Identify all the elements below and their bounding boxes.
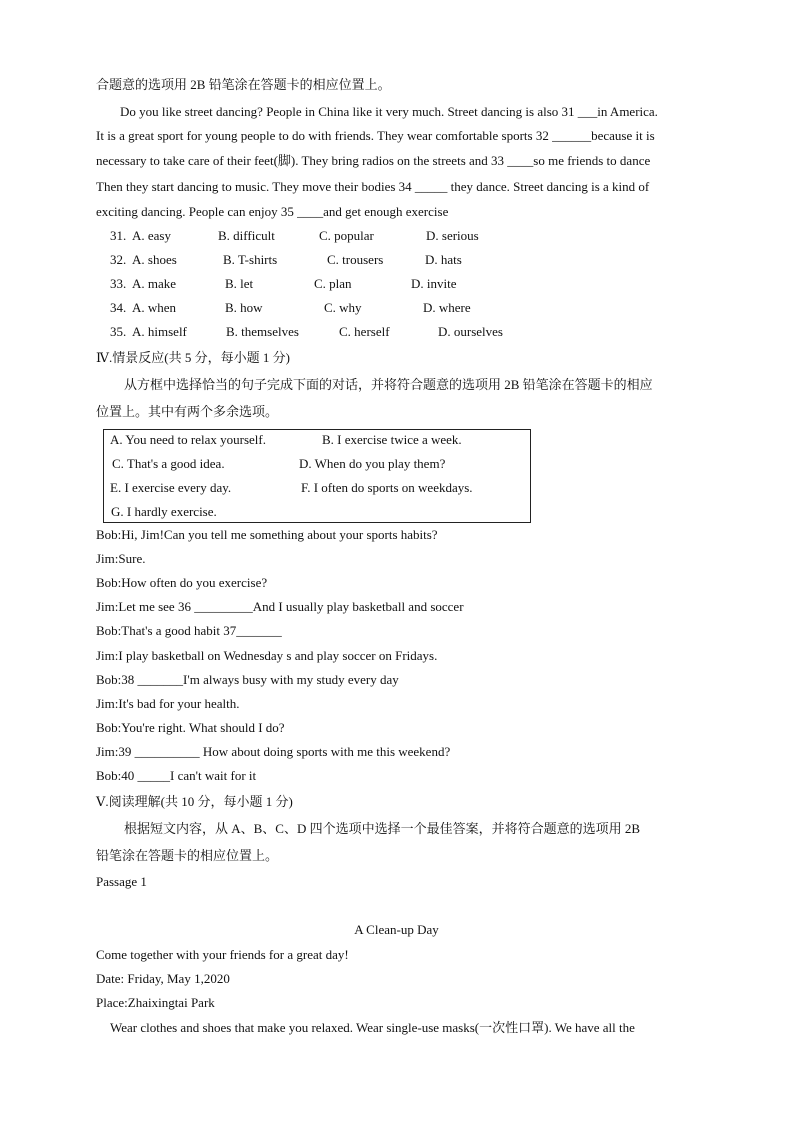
dialogue-line: Bob:That's a good habit 37_______: [96, 623, 282, 638]
option-b: B. let: [225, 276, 254, 291]
box-option-e: E. I exercise every day.: [110, 480, 232, 495]
passage-label: Passage 1: [96, 874, 147, 889]
box-option-a: A. You need to relax yourself.: [110, 432, 266, 447]
option-d: D. serious: [426, 228, 479, 243]
options-box: [103, 429, 531, 523]
question-number: 33.: [110, 276, 127, 291]
option-d: D. hats: [425, 252, 462, 267]
option-b: B. difficult: [218, 228, 275, 243]
box-option-f: F. I often do sports on weekdays.: [301, 480, 473, 495]
question-number: 34.: [110, 300, 127, 315]
option-a: A. easy: [132, 228, 171, 243]
option-c: C. herself: [339, 324, 390, 339]
question-number: 35.: [110, 324, 127, 339]
option-a: A. make: [132, 276, 177, 291]
section-instruction: 根据短文内容，从 A、B、C、D 四个选项中选择一个最佳答案，并将符合题意的选项用 2B: [124, 821, 641, 836]
option-a: A. shoes: [132, 252, 177, 267]
option-d: D. ourselves: [438, 324, 503, 339]
section-heading: Ⅳ.情景反应(共 5 分，每小题 1 分): [96, 350, 290, 365]
option-c: C. trousers: [327, 252, 384, 267]
section-instruction: 铅笔涂在答题卡的相应位置上。: [96, 848, 279, 863]
dialogue-line: Jim:I play basketball on Wednesday s and play soccer on Fridays.: [96, 648, 438, 663]
cloze-line: Then they start dancing to music. They move their bodies 34 _____ they dance. Street dancing is a kind of: [96, 179, 650, 194]
box-option-c: C. That's a good idea.: [112, 456, 225, 471]
option-a: A. himself: [132, 324, 187, 339]
passage-line: Come together with your friends for a great day!: [96, 947, 349, 962]
option-b: B. T-shirts: [223, 252, 278, 267]
question-number: 32.: [110, 252, 127, 267]
dialogue-line: Jim:39 __________ How about doing sports with me this weekend?: [96, 744, 451, 759]
option-c: C. popular: [319, 228, 374, 243]
box-option-g: G. I hardly exercise.: [111, 504, 217, 519]
section-instruction: 位置上。其中有两个多余选项。: [96, 404, 279, 419]
dialogue-line: Jim:It's bad for your health.: [96, 696, 240, 711]
passage-title: A Clean-up Day: [354, 922, 439, 937]
cloze-line: Do you like street dancing? People in China like it very much. Street dancing is also 31 ___in America.: [120, 104, 658, 119]
dialogue-line: Bob:40 _____I can't wait for it: [96, 768, 257, 783]
question-number: 31.: [110, 228, 127, 243]
option-c: C. why: [324, 300, 362, 315]
option-b: B. themselves: [226, 324, 299, 339]
box-option-d: D. When do you play them?: [299, 456, 446, 471]
instruction-top: 合题意的选项用 2B 铅笔涂在答题卡的相应位置上。: [96, 77, 391, 92]
section-heading: Ⅴ.阅读理解(共 10 分，每小题 1 分): [96, 794, 293, 809]
option-a: A. when: [132, 300, 177, 315]
passage-line: Date: Friday, May 1,2020: [96, 971, 230, 986]
dialogue-line: Jim:Sure.: [96, 551, 146, 566]
dialogue-line: Bob:You're right. What should I do?: [96, 720, 285, 735]
option-d: D. where: [423, 300, 471, 315]
section-instruction: 从方框中选择恰当的句子完成下面的对话，并将符合题意的选项用 2B 铅笔涂在答题卡的相应: [124, 377, 653, 392]
dialogue-line: Bob:38 _______I'm always busy with my study every day: [96, 672, 399, 687]
option-b: B. how: [225, 300, 263, 315]
dialogue-line: Jim:Let me see 36 _________And I usually play basketball and soccer: [96, 599, 464, 614]
option-c: C. plan: [314, 276, 352, 291]
box-option-b: B. I exercise twice a week.: [322, 432, 462, 447]
cloze-line: exciting dancing. People can enjoy 35 ____and get enough exercise: [96, 204, 449, 219]
option-d: D. invite: [411, 276, 457, 291]
passage-line: Wear clothes and shoes that make you relaxed. Wear single-use masks(一次性口罩). We have all the: [110, 1020, 635, 1035]
passage-line: Place:Zhaixingtai Park: [96, 995, 215, 1010]
dialogue-line: Bob:Hi, Jim!Can you tell me something about your sports habits?: [96, 527, 438, 542]
cloze-line: It is a great sport for young people to do with friends. They wear comfortable sports 32 ______because it is: [96, 128, 655, 143]
dialogue-line: Bob:How often do you exercise?: [96, 575, 268, 590]
cloze-line: necessary to take care of their feet(脚). They bring radios on the streets and 33 ____so me friends to dance: [96, 153, 651, 168]
